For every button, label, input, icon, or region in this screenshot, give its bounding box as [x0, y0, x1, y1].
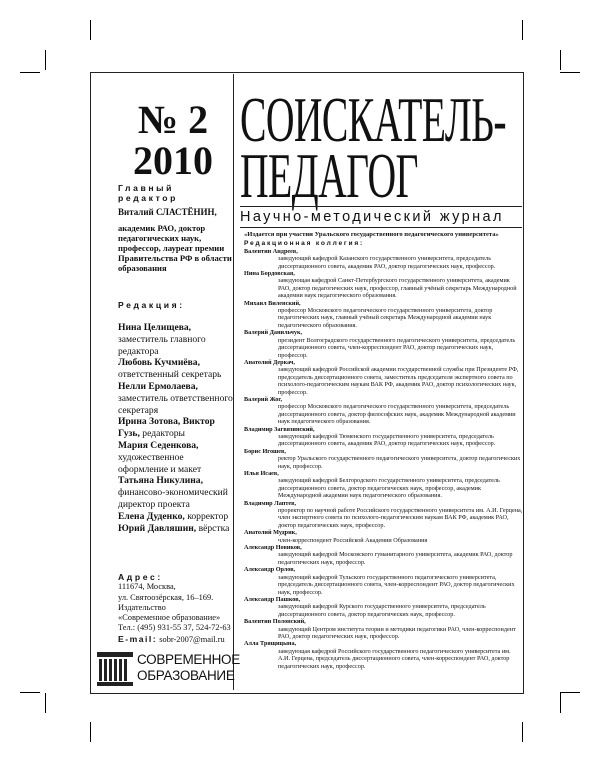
crop-mark [90, 722, 91, 742]
crop-mark [90, 20, 91, 40]
board-member-desc: заведующий кафедрой Белгородского государственного университета, председатель диссертационного совета, доктор педагогических наук, профессор, академик Международной академии наук педагогического образования. [278, 477, 500, 500]
staff-name: Ирина Зотова, Виктор Гузь, [118, 416, 215, 440]
board-member [244, 596, 524, 618]
address-line: Тел.: (495) 931-55 37, 524-72-63 [118, 623, 231, 633]
staff-role: корректор [187, 510, 229, 522]
crop-mark [560, 72, 580, 73]
board-member-name: Нина Бордовская, [244, 270, 295, 278]
staff-name: Елена Дуденко, [118, 510, 185, 522]
board-member-name: Анатолий Деркач, [244, 358, 295, 366]
staff-role: художественное оформление и макет [118, 451, 202, 475]
staff-name: Татьяна Никулина, [118, 475, 203, 487]
publisher-logo [95, 648, 240, 688]
board-member-name: Борис Игошев, [244, 447, 286, 455]
staff-entry [118, 440, 233, 475]
staff-entry [118, 357, 233, 381]
board-member-desc: заведующий кафедрой Московского гуманитарного университета, академик РАО, доктор педагогических наук, профессор. [278, 551, 513, 566]
board-member-name: Александр Новиков, [244, 544, 302, 552]
board-members-list [244, 248, 524, 670]
address-line: ул. Святоозёрская, 16–169. [118, 592, 214, 602]
board-member-desc: профессор Московского педагогического государственного университета, председатель диссертационного совета, доктор философских наук, академик Международной академии наук педагогического образования. [278, 403, 516, 426]
board-member-desc: ректор Уральского государственного педагогического университета, доктор педагогических наук, профессор. [278, 455, 521, 470]
crop-mark [560, 692, 580, 693]
board-member [244, 248, 524, 270]
board-member-desc: заведующая кафедрой Российского государственного педагогического университета им. А.И. Герцена, председатель диссертационного совета, член-корреспондент РАО, доктор педагогических наук, профессор. [278, 647, 511, 670]
staff-entry [118, 322, 233, 357]
board-member-name: Валерий Данильчук, [244, 329, 303, 337]
board-member [244, 329, 524, 359]
crop-mark [560, 50, 561, 70]
board-member-name: Владимир Загвязинский, [244, 425, 315, 433]
staff-role: заместитель ответственного секретаря [118, 392, 233, 416]
board-member-name: Владимир Лаптев, [244, 499, 297, 507]
board-member [244, 396, 524, 426]
board-member [244, 500, 524, 530]
staff-name: Нелли Ермолаева, [118, 380, 198, 392]
crop-mark [45, 50, 46, 70]
books-icon [95, 648, 135, 688]
board-member-desc: заведующий кафедрой Российской академии государственной службы при Президенте РФ, председатель диссертационного совета, заместитель председателя экспертного совета по психолого-педагогическим наукам ВАК РФ, академик РАО, доктор психологических наук, профессор. [278, 366, 519, 396]
board-member-desc: заведующая кафедрой Санкт-Петербургского государственного университета, академик РАО, доктор педагогических наук, профессор, главный учёный секретарь Международной академии наук педагогического образования. [278, 277, 517, 300]
crop-mark [20, 72, 40, 73]
logo-line2: ОБРАЗОВАНИЕ [137, 668, 235, 683]
journal-title-line1: СОИСКАТЕЛЬ- [240, 84, 506, 155]
staff-role: вёрстка [198, 522, 230, 534]
issue-number: № 2 [137, 97, 209, 142]
board-member-desc: заведующий кафедрой Курского государственного университета, председатель диссертационного совета, доктор педагогических наук, профессор. [278, 603, 486, 618]
board-member-desc: заведующий кафедрой Казанского государственного университета, председатель диссертационного совета, академик РАО, доктор педагогических наук, профессор. [278, 255, 496, 270]
crop-mark [522, 722, 523, 742]
email-label: E-mail: [118, 633, 158, 644]
board-member [244, 359, 524, 396]
chief-editor-block [118, 183, 233, 273]
staff-entry [118, 475, 233, 510]
board-member [244, 300, 524, 330]
crop-mark [45, 693, 46, 713]
board-member-desc: президент Волгоградского государственного педагогического университета, председатель диссертационного совета, член-корреспондент РАО, доктор педагогических наук, профессор. [278, 336, 516, 359]
address-line: Издательство [118, 602, 166, 612]
board-member [244, 426, 524, 448]
board-member [244, 470, 524, 500]
email-line [118, 634, 233, 645]
board-member [244, 529, 524, 544]
address-line: «Современное образование» [118, 613, 221, 623]
chief-editor-label: Главный редактор [118, 183, 178, 203]
board-member-name: Александр Орлов, [244, 566, 296, 574]
journal-title [240, 84, 506, 211]
board-member-name: Анатолий Мудрик, [244, 529, 297, 537]
board-member-desc: заведующий кафедрой Тюменского государственного университета, председатель диссертационного совета, академик РАО, доктор педагогических наук, профессор. [278, 432, 496, 448]
board-member [244, 566, 524, 596]
board-member-desc: заведующий кафедрой Тульского государственного педагогического университета, председатель диссертационного совета, член-корреспондент РАО, доктор педагогических наук, профессор. [278, 573, 515, 596]
editorial-staff-list [118, 322, 233, 534]
board-member [244, 270, 524, 300]
editorial-label: Редакция: [118, 300, 185, 310]
staff-entry [118, 523, 233, 535]
board-member-desc: проректор по научной работе Российского государственного университета им. А.И. Герцена, член экспертного совета по психолого-педагогическим наукам ВАК РФ, академик РАО, доктор педагогических наук, профессор. [278, 507, 523, 529]
address-label: Адрес: [118, 572, 163, 582]
issue-year: 2010 [133, 138, 213, 183]
board-member-name: Валентин Андреев, [244, 247, 298, 255]
staff-name: Любовь Кучмиёва, [118, 357, 200, 369]
column-divider [233, 74, 234, 690]
staff-role: финансово-экономический директор проекта [118, 487, 228, 510]
board-member [244, 618, 524, 640]
board-member-desc: член-корреспондент Российской Академии Образования [278, 536, 428, 544]
staff-entry [118, 381, 233, 416]
email-link[interactable]: sobr-2007@mail.ru [159, 634, 225, 644]
board-note: «Издается при участии Уральского государственного педагогического университета» [244, 231, 499, 238]
staff-entry [118, 511, 233, 523]
board-label: Редакционная коллегия: [244, 240, 364, 248]
board-member-name: Александр Пашков, [244, 595, 301, 603]
staff-role: редакторы [142, 428, 185, 440]
board-member [244, 448, 524, 470]
staff-name: Мария Седенкова, [118, 439, 199, 451]
board-member-desc: заведующий Центром института теории и методики педагогики РАО, член-корреспондент РАО, доктор педагогических наук, профессор. [278, 625, 516, 640]
board-member-name: Илья Исаев, [244, 470, 279, 477]
staff-entry [118, 416, 233, 440]
board-member [244, 544, 524, 566]
board-member-name: Алла Трящицына, [244, 640, 297, 648]
chief-editor-name: Виталий СЛАСТЁНИН, [118, 207, 217, 217]
chief-editor-titles: академик РАО, доктор педагогических наук, профессор, лауреат премии Правительства РФ в области образования [118, 223, 232, 273]
staff-name: Юрий Давляшин, [118, 522, 197, 534]
crop-mark [20, 692, 40, 693]
staff-role: ответственный секретарь [118, 369, 222, 381]
board-member-desc: профессор Московского педагогического государственного университета, доктор педагогических наук, главный учёный секретарь Международной академии наук педагогического образования. [278, 307, 493, 329]
address-block [118, 572, 233, 645]
board-member [244, 640, 524, 670]
board-member-name: Михаил Виленский, [244, 299, 301, 307]
crop-mark [560, 693, 561, 713]
board-member-name: Валерий Жог, [244, 395, 283, 403]
journal-title-line2: ПЕДАГОГ [240, 140, 418, 211]
address-line: 111674, Москва, [118, 582, 176, 592]
editorial-board [244, 231, 524, 670]
staff-name: Нина Целищева, [118, 322, 192, 333]
board-member-name: Валентин Полонский, [244, 618, 306, 626]
crop-mark [522, 20, 523, 40]
logo-line1: СОВРЕМЕННОЕ [137, 652, 240, 667]
staff-role: заместитель главного редактора [118, 333, 206, 357]
journal-subtitle: Научно-методический журнал [240, 206, 522, 228]
